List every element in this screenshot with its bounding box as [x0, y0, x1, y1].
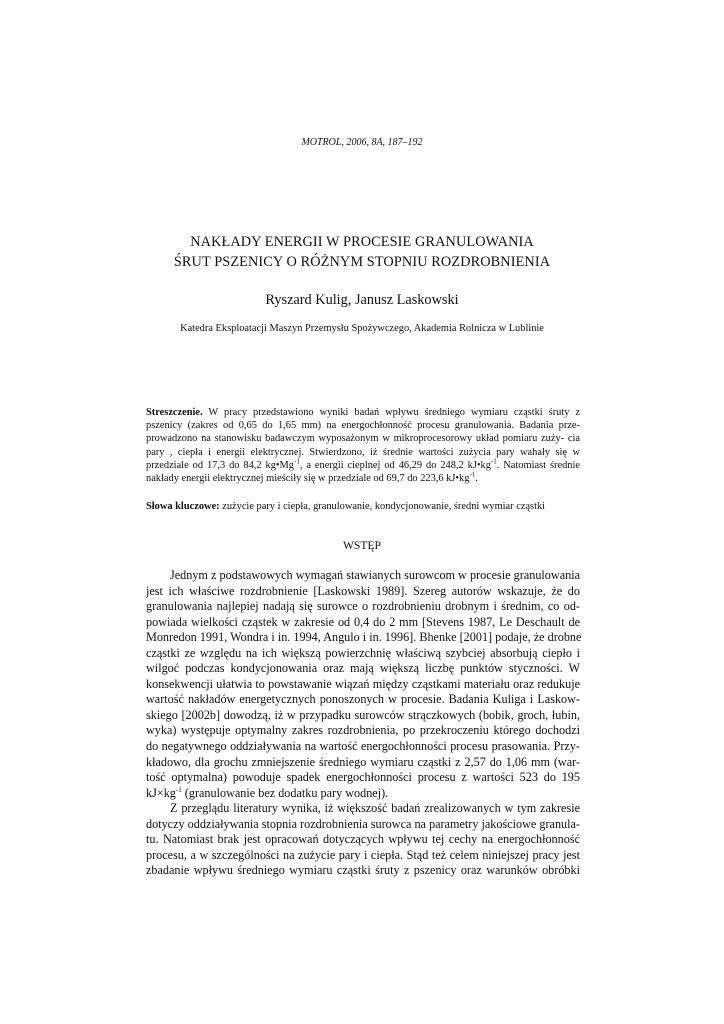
superscript: -1	[175, 785, 182, 794]
abstract-label: Streszczenie.	[146, 407, 203, 418]
journal-citation: MOTROL, 2006, 8A, 187–192	[301, 137, 423, 148]
abstract-text-3: prowadzono na stanowisku badawczym wyposażonym w mikroprocesorowy układ pomiaru zuży-	[146, 433, 565, 445]
body-line: do negatywnego oddziaływania na wartość energochłonności procesu prasowania. Przy-	[146, 739, 580, 754]
paper-title	[0, 232, 724, 272]
body-line-rest: (granulowanie bez dodatku pary wodnej).	[181, 785, 389, 800]
body-line: jest ich właściwe rozdrobnienie [Laskowski 1989]. Szereg autorów wskazuje, że do	[146, 583, 580, 598]
body-text	[146, 568, 580, 879]
body-line: wartość nakładów energetycznych ponoszonych w procesie. Badania Kuliga i Laskow-	[146, 692, 580, 707]
keywords	[146, 500, 580, 513]
body-line: dotyczy oddziaływania stopnia rozdrobnienia surowca na parametry jakościowe granula-	[146, 816, 580, 831]
superscript: -1	[294, 457, 300, 466]
body-line: powiada wielkości cząstek w zakresie od 0,4 do 2 mm [Stevens 1987, Le Deschault de	[146, 614, 580, 629]
body-line: skiego [2002b] dowodzą, iż w przypadku surowców strączkowych (bobik, groch, łubin,	[146, 707, 580, 722]
abstract-text-6: , a energii cieplnej od 46,29 do 248,2 kJ•kg	[299, 459, 491, 471]
authors: Ryszard Kulig, Janusz Laskowski	[265, 292, 459, 308]
body-line-unit: kJ×kg	[146, 785, 176, 800]
abstract-text-2: pszenicy (zakres od 0,65 do 1,65 mm) na energochłonność procesu granulowania. Badania prze-	[146, 420, 580, 432]
section-heading: WSTĘP	[342, 539, 381, 552]
body-line: kładowo, dla grochu zmniejszenie średniego wymiaru cząstki z 2,57 do 1,06 mm (war-	[146, 754, 580, 769]
abstract-text-4: cia pary , ciepła i energii elektrycznej. Stwierdzono, iż średnie wartości zużycia pary wahały się	[146, 433, 580, 458]
abstract-text-1: W pracy przedstawiono wyniki badań wpływu średniego wymiaru cząstki śruty z	[202, 407, 580, 418]
body-line: wyka) występuje optymalny zakres rozdrobnienia, po przekroczeniu którego dochodzi	[146, 723, 580, 738]
body-line: Jednym z podstawowych wymagań stawianych surowcom w procesie granulowania	[170, 568, 580, 582]
abstract-text-5: w przedziale od 17,3 do 84,2 kg•Mg	[146, 446, 580, 471]
body-line: Monredon 1991, Wondra i in. 1994, Angulo i in. 1996]. Bhenke [2001] podaje, że drobne	[146, 630, 582, 645]
title-line-1: NAKŁADY ENERGII W PROCESIE GRANULOWANIA	[190, 234, 534, 250]
abstract	[146, 406, 580, 485]
abstract-text-7: . Natomiast	[496, 459, 547, 471]
body-line: zbadanie wpływu średniego wymiaru cząstki śruty z pszenicy oraz warunków obróbki	[146, 863, 580, 878]
superscript: -1	[490, 457, 497, 466]
abstract-text-8: średnie nakłady energii elektrycznej mieściły się w przedziale od 69,7 do 223,6 kJ•kg	[146, 459, 580, 485]
body-line: cząstki ze względu na ich większą powierzchnię właściwą szybciej absorbują ciepło i	[146, 645, 580, 660]
keywords-text: zużycie pary i ciepła, granulowanie, kondycjonowanie, średni wymiar cząstki	[219, 501, 546, 512]
body-line	[146, 786, 580, 802]
body-line: tu. Natomiast brak jest opracowań dotyczących wpływu tej cechy na energochłonność	[146, 832, 580, 847]
body-line: granulowania najlepiej nadają się surowce o rozdrobnieniu drobnym i średnim, co od-	[146, 599, 580, 614]
title-line-2: ŚRUT PSZENICY O RÓŻNYM STOPNIU ROZDROBNIENIA	[173, 254, 551, 270]
abstract-text-9: .	[475, 473, 478, 485]
keywords-label: Słowa kluczowe:	[146, 501, 220, 512]
affiliation: Katedra Eksploatacji Maszyn Przemysłu Spożywczego, Akademia Rolnicza w Lublinie	[180, 323, 544, 334]
body-line: wilgoć podczas kondycjonowania oraz mają większą liczbę punktów styczności. W	[146, 661, 580, 676]
superscript: -1	[469, 470, 476, 479]
body-line: tość optymalna) powoduje spadek energochłonności procesu z wartości 523 do 195	[146, 770, 580, 785]
body-line: procesu, a w szczególności na zużycie pary i ciepła. Stąd też celem niniejszej pracy jest	[146, 847, 580, 862]
body-line: Z przeglądu literatury wynika, iż większość badań zrealizowanych w tym zakresie	[170, 801, 580, 816]
body-line: konsekwencji ułatwia to powstawanie wiązań między cząstkami materiału oraz redukuje	[146, 676, 580, 691]
